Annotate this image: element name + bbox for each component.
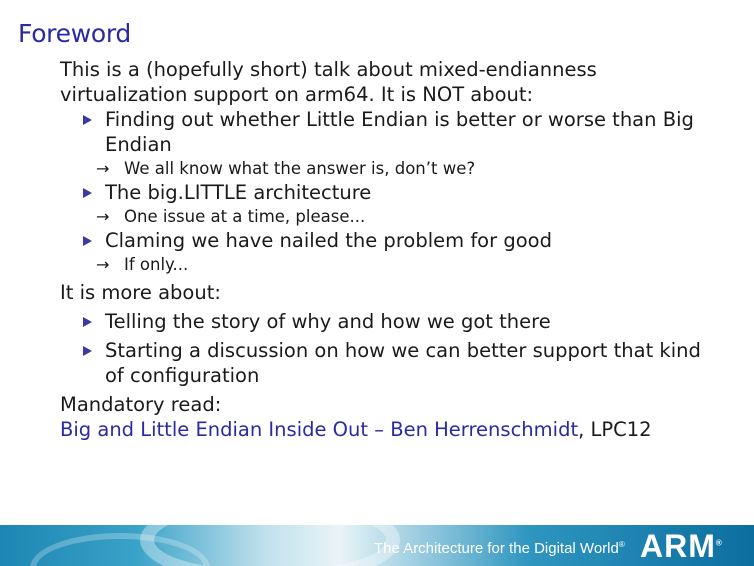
item-text-cont: of configuration — [105, 364, 260, 387]
triangle-bullet-icon — [83, 188, 92, 198]
triangle-bullet-icon — [83, 346, 92, 356]
intro-line-1: This is a (hopefully short) talk about mixed-endianness — [60, 58, 597, 81]
triangle-bullet-icon — [83, 236, 92, 246]
slide-body — [60, 57, 740, 442]
right-arrow-icon: → — [96, 159, 110, 178]
sub-item — [80, 157, 740, 180]
list-item — [80, 228, 740, 253]
tagline-text: The Architecture for the Digital World — [374, 540, 619, 557]
footer-banner — [0, 525, 754, 566]
intro-line-2: virtualization support on arm64. It is NOT about: — [60, 83, 534, 106]
right-arrow-icon: → — [96, 255, 110, 274]
reference-link[interactable]: Big and Little Endian Inside Out — [60, 418, 369, 441]
footer-tagline — [374, 540, 625, 557]
sub-item-text: We all know what the answer is, don’t we? — [124, 159, 476, 178]
sub-item-text: One issue at a time, please... — [124, 207, 366, 226]
slide-title: Foreword — [18, 19, 131, 48]
list-item — [80, 338, 740, 388]
item-text: Finding out whether Little Endian is better or worse than Big — [105, 108, 694, 131]
item-text: The big.LITTLE architecture — [105, 181, 372, 204]
item-text: Starting a discussion on how we can better support that kind — [105, 339, 701, 362]
reference-event: , LPC12 — [578, 418, 652, 441]
list-item — [80, 180, 740, 205]
registered-mark: ® — [618, 540, 625, 549]
triangle-bullet-icon — [83, 317, 92, 327]
logo-text: ARM — [640, 528, 716, 564]
mandatory-heading: Mandatory read: — [60, 393, 222, 416]
arm-logo — [640, 528, 723, 565]
sub-item-text: If only... — [124, 255, 189, 274]
item-text: Telling the story of why and how we got there — [105, 310, 551, 333]
more-about-list — [80, 309, 740, 388]
reference-dash: – — [368, 418, 391, 441]
list-item — [80, 309, 740, 334]
not-about-list — [80, 107, 740, 276]
triangle-bullet-icon — [83, 115, 92, 125]
right-arrow-icon: → — [96, 207, 110, 226]
item-text-cont: Endian — [105, 133, 172, 156]
sub-item — [80, 253, 740, 276]
registered-mark: ® — [715, 538, 723, 548]
sub-item — [80, 205, 740, 228]
list-item — [80, 107, 740, 157]
mandatory-read-line — [60, 417, 740, 442]
more-about-heading: It is more about: — [60, 281, 221, 304]
item-text: Claming we have nailed the problem for good — [105, 229, 552, 252]
author-link[interactable]: Ben Herrenschmidt — [390, 418, 579, 441]
